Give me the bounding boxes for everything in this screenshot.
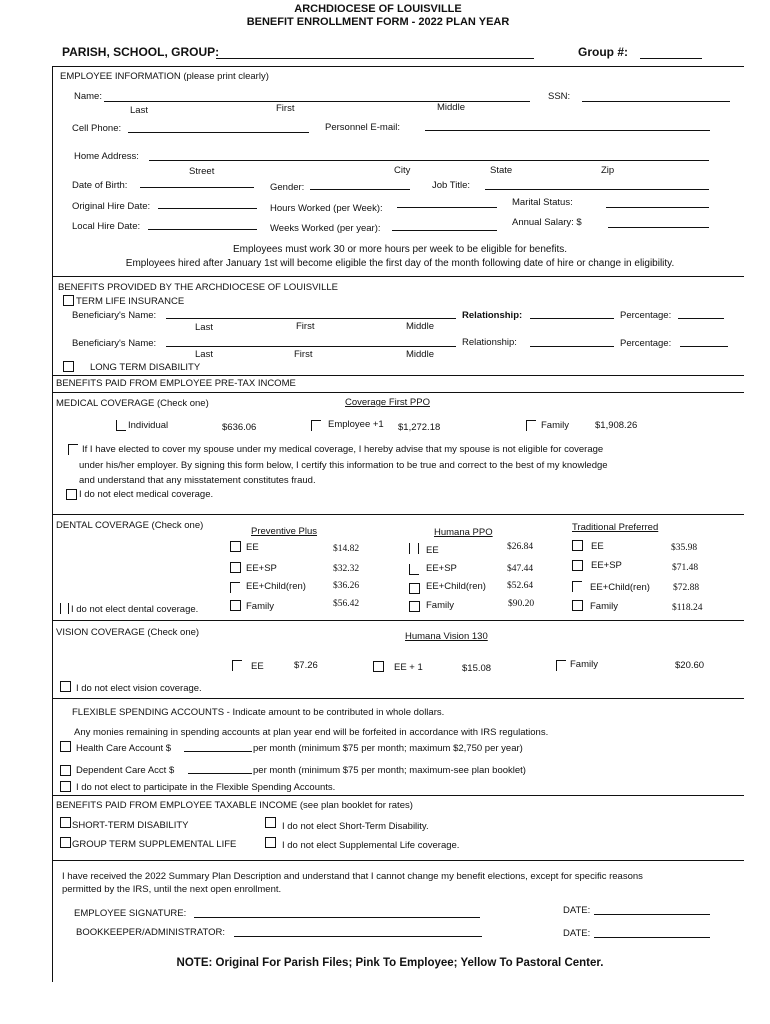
life-decline-label: I do not elect Supplemental Life coverage. [282,840,460,851]
dental-plan-traditional: Traditional Preferred [572,522,659,533]
email-label: Personnel E-mail: [325,122,400,133]
fsa-title: FLEXIBLE SPENDING ACCOUNTS - Indicate amount to be contributed in whole dollars. [72,707,445,718]
vision-decline-label: I do not elect vision coverage. [76,683,202,694]
spouse-text-2: under his/her employer. By signing this form below, I certify this information to be true and correct to the best of my knowledge [79,460,608,471]
term-life-checkbox[interactable] [63,295,74,306]
dental-tp-family-checkbox[interactable] [572,600,583,611]
divider [52,795,744,796]
medical-title: MEDICAL COVERAGE (Check one) [56,398,209,409]
ltd-checkbox[interactable] [63,361,74,372]
address-field[interactable] [149,160,709,161]
beneficiary2-last: Last [195,349,213,360]
divider [52,620,744,621]
dental-pp-eech-checkbox[interactable] [230,582,240,593]
name-middle-caption: Middle [437,102,465,113]
divider [52,375,744,376]
percentage2-label: Percentage: [620,338,672,349]
life-checkbox[interactable] [60,837,71,848]
employee-signature-field[interactable] [194,917,480,918]
salary-label: Annual Salary: $ [512,217,582,228]
state-caption: State [490,165,513,176]
beneficiary2-middle: Middle [406,349,434,360]
parish-label: PARISH, SCHOOL, GROUP: [62,45,220,59]
beneficiary2-field[interactable] [166,346,456,347]
dental-pp-ee-label: EE [246,542,259,553]
vision-family-checkbox[interactable] [556,660,566,671]
dental-title: DENTAL COVERAGE (Check one) [56,520,204,531]
salary-field[interactable] [608,227,709,228]
life-decline-checkbox[interactable] [265,837,276,848]
beneficiary1-label: Beneficiary's Name: [72,310,157,321]
vision-title: VISION COVERAGE (Check one) [56,627,200,638]
dental-tp-eech-checkbox[interactable] [572,581,582,592]
name-field[interactable] [104,101,530,102]
relationship1-label: Relationship: [462,310,523,321]
fsa-health-suffix: per month (minimum $75 per month; maximum $2,750 per year) [253,743,523,754]
pretax-title: BENEFITS PAID FROM EMPLOYEE PRE-TAX INCOME [56,378,296,389]
vision-plan-name: Humana Vision 130 [405,631,488,642]
medical-family-checkbox[interactable] [526,420,536,431]
std-decline-checkbox[interactable] [265,817,276,828]
percentage1-field[interactable] [678,318,724,319]
gender-field[interactable] [310,189,410,190]
hours-field[interactable] [397,207,497,208]
medical-individual-price: $636.06 [222,422,257,433]
parish-field[interactable] [216,58,534,59]
spouse-attest-checkbox[interactable] [68,444,78,455]
divider [52,514,744,515]
local-hire-field[interactable] [148,229,257,230]
dental-pp-eech-price: $36.26 [333,581,360,591]
vision-ee1-price: $15.08 [462,663,492,674]
employee-date-label: DATE: [563,905,591,916]
dental-tp-ee-price: $35.98 [671,543,698,553]
dental-tp-family-price: $118.24 [672,603,703,613]
cell-field[interactable] [128,132,309,133]
dental-hp-ee-price: $26.84 [507,542,534,552]
employee-date-field[interactable] [594,914,710,915]
dental-hp-eech-label: EE+Child(ren) [426,581,486,592]
street-caption: Street [189,166,215,177]
employee-signature-label: EMPLOYEE SIGNATURE: [74,908,187,919]
form-title: BENEFIT ENROLLMENT FORM - 2022 PLAN YEAR [246,16,510,28]
ack-text-1: I have received the 2022 Summary Plan Description and understand that I cannot change my benefit elections, except for specific reasons [62,871,643,882]
life-label: GROUP TERM SUPPLEMENTAL LIFE [72,839,237,850]
fsa-health-checkbox[interactable] [60,741,71,752]
vision-decline-checkbox[interactable] [60,681,71,692]
percentage1-label: Percentage: [620,310,672,321]
medical-emp1-price: $1,272.18 [398,422,441,433]
dental-pp-eesp-price: $32.32 [333,564,360,574]
dental-hp-ee-checkbox[interactable] [409,543,410,554]
ssn-field[interactable] [582,101,730,102]
orig-hire-label: Original Hire Date: [72,201,151,212]
name-first-caption: First [276,103,295,114]
medical-individual-checkbox[interactable] [116,420,126,431]
medical-emp1-checkbox[interactable] [311,420,321,431]
vision-family-price: $20.60 [675,660,705,671]
ssn-label: SSN: [548,91,571,102]
beneficiary1-first: First [296,321,315,332]
cell-label: Cell Phone: [72,123,122,134]
divider [52,860,744,861]
std-decline-label: I do not elect Short-Term Disability. [282,821,429,832]
percentage2-field[interactable] [680,346,728,347]
bookkeeper-label: BOOKKEEPER/ADMINISTRATOR: [76,927,226,938]
left-border [52,66,53,982]
dental-hp-family-checkbox[interactable] [409,601,420,612]
term-life-label: TERM LIFE INSURANCE [76,296,185,307]
employee-info-title: EMPLOYEE INFORMATION (please print clearly) [60,71,269,82]
dental-tp-eech-price: $72.88 [673,583,700,593]
medical-plan-name: Coverage First PPO [345,397,430,408]
weeks-label: Weeks Worked (per year): [270,223,381,234]
medical-family-label: Family [541,420,569,431]
dental-hp-eesp-label: EE+SP [426,563,457,574]
ack-text-2: permitted by the IRS, until the next open enrollment. [62,884,282,895]
weeks-field[interactable] [392,230,497,231]
dental-pp-eech-label: EE+Child(ren) [246,581,306,592]
dental-decline-checkbox-edge [68,603,69,614]
city-caption: City [394,165,411,176]
medical-decline-label: I do not elect medical coverage. [79,489,214,500]
medical-individual-label: Individual [128,420,169,431]
dental-tp-eesp-checkbox[interactable] [572,560,583,571]
name-last-caption: Last [130,105,148,116]
fsa-decline-checkbox[interactable] [60,781,71,792]
medical-emp1-label: Employee +1 [328,419,384,430]
fsa-dependent-checkbox[interactable] [60,765,71,776]
dental-pp-ee-checkbox[interactable] [230,541,241,552]
beneficiary1-middle: Middle [406,321,434,332]
ltd-label: LONG TERM DISABILITY [90,362,201,373]
divider [52,66,744,67]
relationship1-field[interactable] [530,318,614,319]
dental-tp-ee-label: EE [591,541,604,552]
job-field[interactable] [485,189,709,190]
hours-label: Hours Worked (per Week): [270,203,383,214]
fsa-dependent-suffix: per month (minimum $75 per month; maximum-see plan booklet) [253,765,526,776]
dental-tp-family-label: Family [590,601,618,612]
marital-label: Marital Status: [512,197,573,208]
vision-ee1-label: EE + 1 [394,662,423,673]
bookkeeper-date-label: DATE: [563,928,591,939]
dental-hp-eesp-checkbox[interactable] [409,564,419,575]
vision-ee-label: EE [251,661,264,672]
dental-tp-eech-label: EE+Child(ren) [590,582,650,593]
dental-pp-ee-price: $14.82 [333,544,360,554]
fsa-decline-label: I do not elect to participate in the Flexible Spending Accounts. [76,782,336,793]
fsa-dependent-amount-field[interactable] [188,773,252,774]
dental-pp-family-price: $56.42 [333,599,360,609]
eligibility-note-1: Employees must work 30 or more hours per week to be eligible for benefits. [232,244,568,255]
address-label: Home Address: [74,151,139,162]
std-checkbox[interactable] [60,817,71,828]
dental-hp-family-price: $90.20 [508,599,535,609]
dental-tp-eesp-label: EE+SP [591,560,622,571]
medical-family-price: $1,908.26 [595,420,638,431]
vision-ee1-checkbox[interactable] [373,661,384,672]
zip-caption: Zip [601,165,615,176]
dental-hp-ee-label: EE [426,545,439,556]
dental-decline-checkbox[interactable] [60,603,61,614]
dental-tp-eesp-price: $71.48 [672,563,699,573]
gender-label: Gender: [270,182,305,193]
dental-hp-ee-checkbox-edge [418,543,419,554]
vision-ee-price: $7.26 [294,660,318,671]
bookkeeper-field[interactable] [234,936,482,937]
eligibility-note-2: Employees hired after January 1st will become eligible the first day of the month following date of hire or change in eligibility. [125,258,675,269]
divider [52,276,744,277]
orig-hire-field[interactable] [158,208,257,209]
taxable-title: BENEFITS PAID FROM EMPLOYEE TAXABLE INCOME (see plan booklet for rates) [56,800,413,811]
spouse-text-3: and understand that any misstatement constitutes fraud. [79,475,316,486]
group-field[interactable] [640,58,702,59]
bookkeeper-date-field[interactable] [594,937,710,938]
dental-pp-family-label: Family [246,601,274,612]
dob-field[interactable] [140,187,254,188]
spouse-text-1: If I have elected to cover my spouse under my medical coverage, I hereby advise that my spouse is not eligible for coverage [82,444,604,455]
std-label: SHORT-TERM DISABILITY [72,820,189,831]
dob-label: Date of Birth: [72,180,128,191]
job-label: Job Title: [432,180,471,191]
marital-field[interactable] [606,207,709,208]
benefits-provided-title: BENEFITS PROVIDED BY THE ARCHDIOCESE OF LOUISVILLE [58,282,338,293]
vision-ee-checkbox[interactable] [232,660,242,671]
dental-pp-family-checkbox[interactable] [230,600,241,611]
fsa-forfeit: Any monies remaining in spending accounts at plan year end will be forfeited in accordance with IRS regulations. [74,727,549,738]
footer-note: NOTE: Original For Parish Files; Pink To Employee; Yellow To Pastoral Center. [176,957,604,969]
medical-decline-checkbox[interactable] [66,489,77,500]
relationship2-field[interactable] [530,346,614,347]
local-hire-label: Local Hire Date: [72,221,141,232]
dental-hp-family-label: Family [426,600,454,611]
dental-decline-label: I do not elect dental coverage. [71,604,199,615]
beneficiary1-last: Last [195,322,213,333]
fsa-health-amount-field[interactable] [184,751,252,752]
fsa-health-label: Health Care Account $ [76,743,172,754]
divider [52,698,744,699]
dental-pp-eesp-label: EE+SP [246,563,277,574]
org-title: ARCHDIOCESE OF LOUISVILLE [294,3,462,15]
beneficiary1-field[interactable] [166,318,456,319]
dental-hp-eech-checkbox[interactable] [409,583,420,594]
beneficiary2-label: Beneficiary's Name: [72,338,157,349]
dental-hp-eech-price: $52.64 [507,581,534,591]
vision-family-label: Family [570,659,598,670]
dental-tp-ee-checkbox[interactable] [572,540,583,551]
dental-pp-eesp-checkbox[interactable] [230,562,241,573]
email-field[interactable] [425,130,710,131]
dental-hp-eesp-price: $47.44 [507,564,534,574]
group-label: Group #: [578,45,628,59]
name-label: Name: [74,91,102,102]
beneficiary2-first: First [294,349,313,360]
dental-plan-humana: Humana PPO [434,527,493,538]
fsa-dependent-label: Dependent Care Acct $ [76,765,175,776]
dental-plan-preventive: Preventive Plus [251,526,318,537]
divider [52,392,744,393]
relationship2-label: Relationship: [462,337,517,348]
